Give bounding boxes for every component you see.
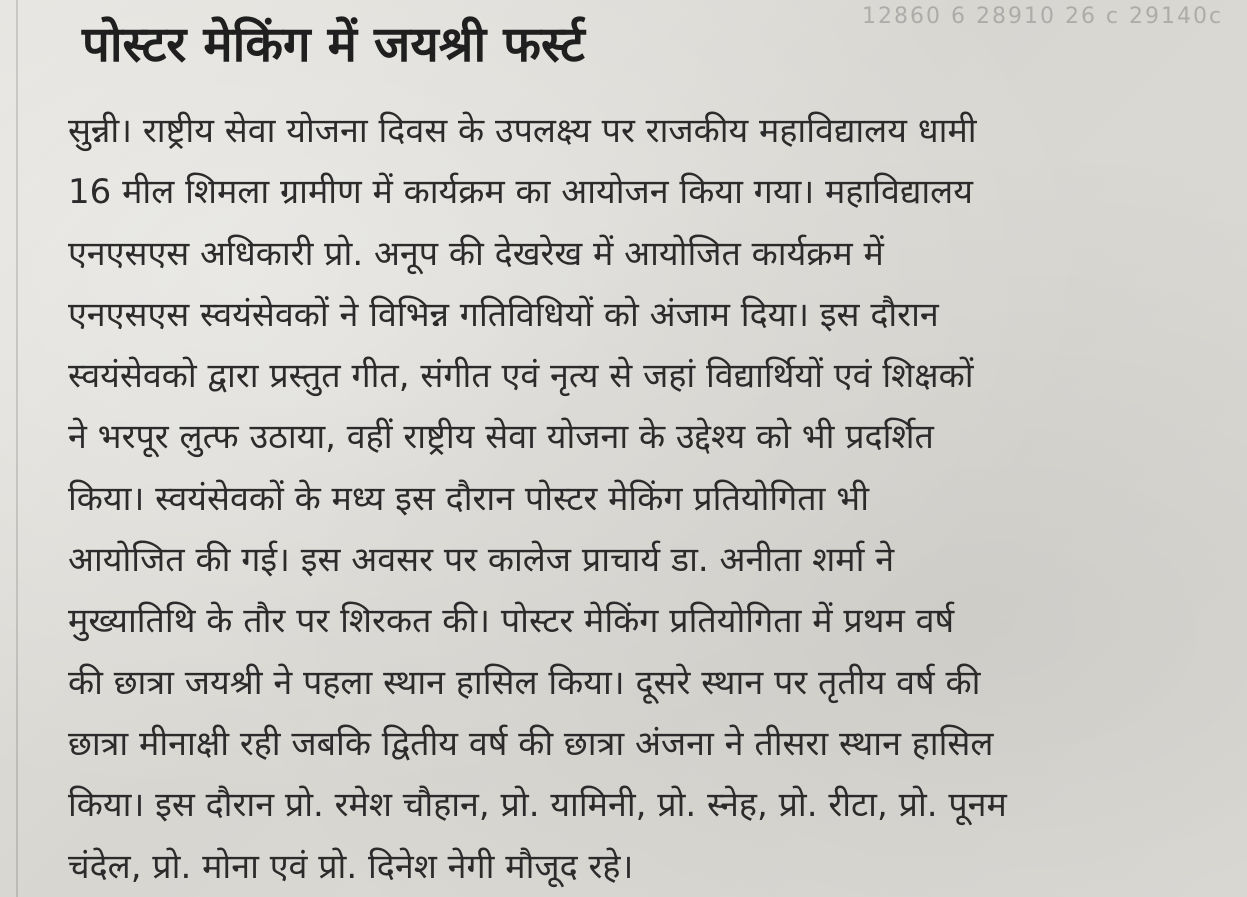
headline: पोस्टर मेकिंग में जयश्री फर्स्ट: [82, 16, 585, 73]
article-line: छात्रा मीनाक्षी रही जबकि द्वितीय वर्ष की छात्रा अंजना ने तीसरा स्थान हासिल: [68, 723, 994, 764]
bleed-through-text: 12860 6 28910 26 c 29140c: [862, 4, 1224, 29]
article-line: मुख्यातिथि के तौर पर शिरकत की। पोस्टर मेकिंग प्रतियोगिता में प्रथम वर्ष: [68, 601, 955, 642]
article-line: सुन्नी। राष्ट्रीय सेवा योजना दिवस के उपलक्ष्य पर राजकीय महाविद्यालय धामी: [68, 111, 977, 151]
article-body: [68, 101, 1228, 897]
article-line: की छात्रा जयश्री ने पहला स्थान हासिल किया। दूसरे स्थान पर तृतीय वर्ष की: [68, 662, 981, 703]
article-line: एनएसएस अधिकारी प्रो. अनूप की देखरेख में आयोजित कार्यक्रम में: [68, 233, 884, 274]
article-line: 16 मील शिमला ग्रामीण में कार्यक्रम का आयोजन किया गया। महाविद्यालय: [68, 172, 973, 213]
article-line: ने भरपूर लुत्फ उठाया, वहीं राष्ट्रीय सेवा योजना के उद्देश्य को भी प्रदर्शित: [68, 417, 934, 458]
column-rule: [16, 0, 18, 897]
article-line: चंदेल, प्रो. मोना एवं प्रो. दिनेश नेगी मौजूद रहे।: [68, 846, 634, 887]
article-line: आयोजित की गई। इस अवसर पर कालेज प्राचार्य डा. अनीता शर्मा ने: [68, 540, 895, 581]
article-line: किया। इस दौरान प्रो. रमेश चौहान, प्रो. यामिनी, प्रो. स्नेह, प्रो. रीटा, प्रो. पूनम: [68, 785, 1007, 826]
article-line: स्वयंसेवको द्वारा प्रस्तुत गीत, संगीत एवं नृत्य से जहां विद्यार्थियों एवं शिक्षकों: [68, 356, 974, 397]
article-line: एनएसएस स्वयंसेवकों ने विभिन्न गतिविधियों को अंजाम दिया। इस दौरान: [68, 294, 939, 335]
article-line: किया। स्वयंसेवकों के मध्य इस दौरान पोस्टर मेकिंग प्रतियोगिता भी: [68, 478, 869, 519]
